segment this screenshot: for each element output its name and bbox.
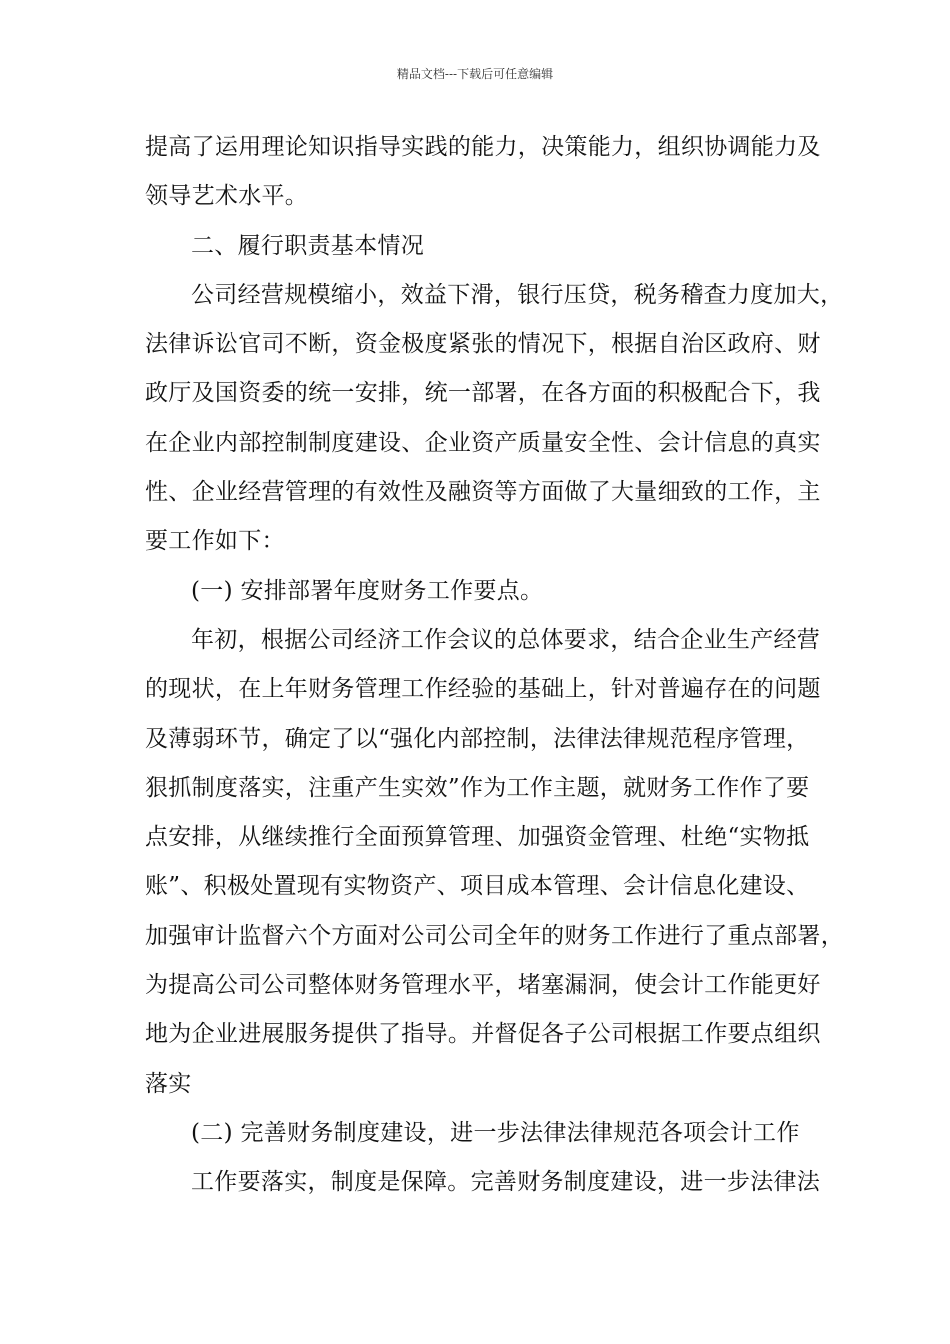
text-line: 提高了运用理论知识指导实践的能力，决策能力，组织协调能力及	[145, 134, 821, 160]
subsection-heading: (二) 完善财务制度建设，进一步法律法律规范各项会计工作	[191, 1119, 800, 1146]
text-line: 落实	[145, 1070, 192, 1097]
text-line: 要工作如下：	[145, 528, 285, 555]
text-line: 性、企业经营管理的有效性及融资等方面做了大量细致的工作，主	[145, 479, 821, 506]
text-line: 领导艺术水平。	[145, 183, 309, 210]
text-line: 账”、积极处置现有实物资产、项目成本管理、会计信息化建设、	[145, 873, 810, 900]
text-line: 的现状，在上年财务管理工作经验的基础上，针对普遍存在的问题	[145, 676, 821, 703]
text-line: 及薄弱环节，确定了以“强化内部控制，法律法律规范程序管理，	[145, 725, 810, 752]
text-line: 在企业内部控制制度建设、企业资产质量安全性、会计信息的真实	[145, 429, 821, 456]
document-body	[145, 123, 844, 1208]
text-line: 加强审计监督六个方面对公司公司全年的财务工作进行了重点部署，	[145, 922, 844, 949]
text-line: 政厅及国资委的统一安排，统一部署，在各方面的积极配合下，我	[145, 380, 821, 407]
text-line: 公司经营规模缩小，效益下滑，银行压贷，税务稽查力度加大，	[191, 281, 844, 308]
text-line: 点安排，从继续推行全面预算管理、加强资金管理、杜绝“实物抵	[145, 824, 810, 851]
text-line: 为提高公司公司整体财务管理水平，堵塞漏洞，使会计工作能更好	[145, 972, 821, 999]
page-header: 精品文档---下载后可任意编辑	[396, 67, 554, 81]
text-line: 工作要落实，制度是保障。完善财务制度建设，进一步法律法	[191, 1169, 821, 1196]
subsection-heading: (一) 安排部署年度财务工作要点。	[191, 577, 544, 604]
section-heading: 二、履行职责基本情况	[191, 232, 424, 259]
text-line: 地为企业进展服务提供了指导。并督促各子公司根据工作要点组织	[145, 1021, 821, 1048]
text-line: 年初，根据公司经济工作会议的总体要求，结合企业生产经营	[191, 626, 821, 653]
text-line: 狠抓制度落实，注重产生实效”作为工作主题，就财务工作作了要	[145, 774, 810, 801]
text-line: 法律诉讼官司不断，资金极度紧张的情况下，根据自治区政府、财	[145, 331, 821, 358]
